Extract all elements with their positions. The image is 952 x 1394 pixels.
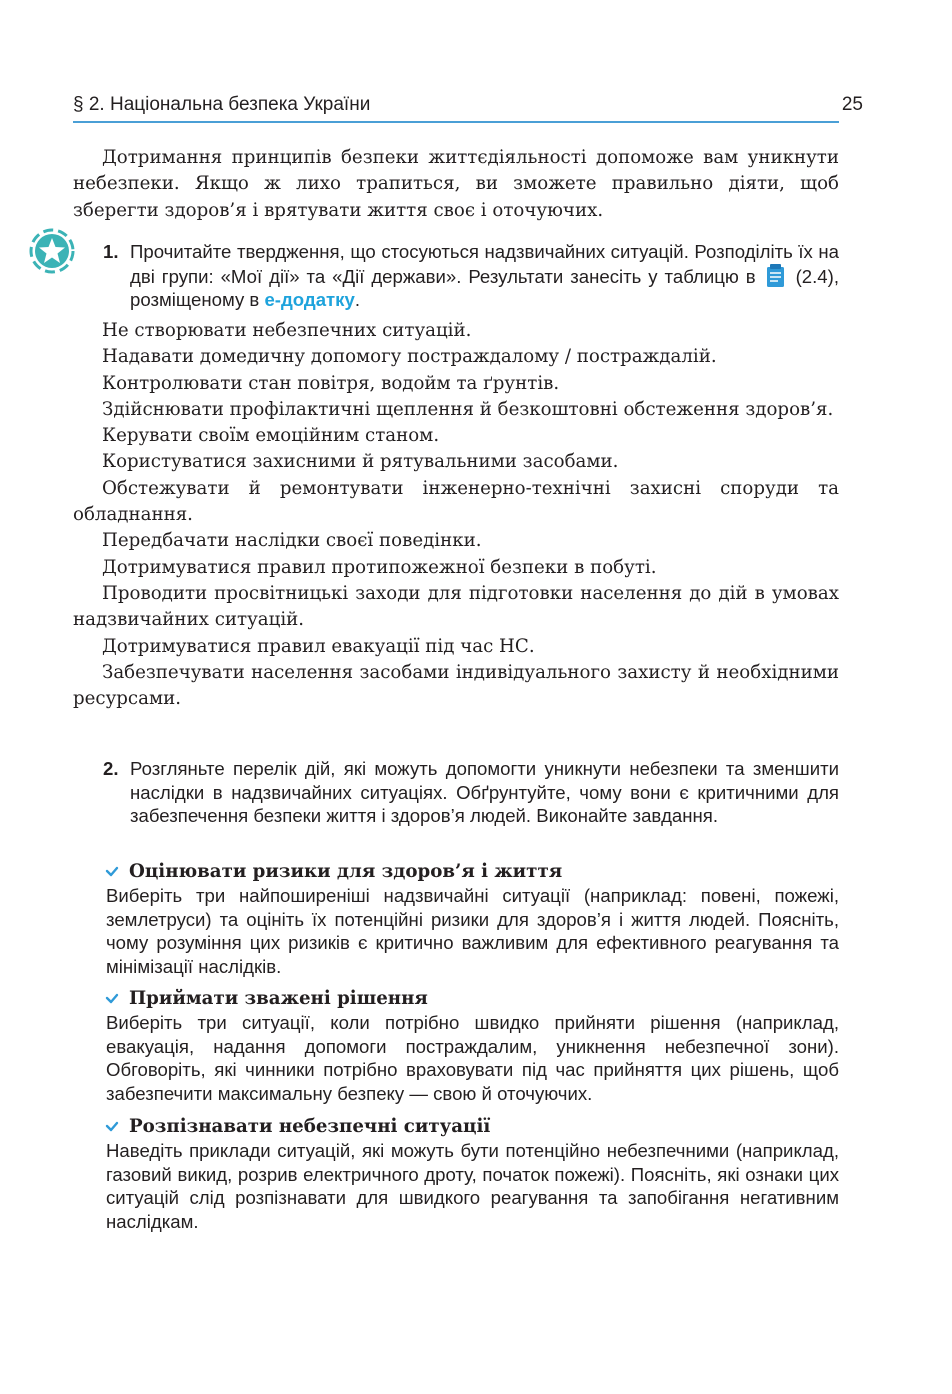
statement-item: Дотримуватися правил протипожежної безпеки в побуті.	[102, 556, 657, 578]
statement-item: Обстежувати й ремонтувати інженерно-технічні захисні споруди та обладнання.	[73, 477, 839, 526]
task-1-text-part: Прочитайте твердження, що стосуються надзвичайних ситуацій. Розподіліть їх на дві групи: «Мої дії» та «Дії держави». Результати занесіть у таблицю в	[130, 241, 839, 287]
statement-item: Проводити просвітницькі заходи для підготовки населення до дій в умовах надзвичайних ситуацій.	[73, 582, 839, 631]
subtask-heading	[105, 860, 839, 884]
task-number: 2.	[103, 758, 119, 779]
statement-item: Забезпечувати населення засобами індивідуального захисту й необхідними ресурсами.	[73, 661, 839, 710]
statement-item: Не створювати небезпечних ситуацій.	[102, 320, 472, 341]
section-title: § 2. Національна безпека України	[73, 94, 371, 115]
statement-item: Надавати домедичну допомогу постраждалому / постраждалій.	[102, 346, 717, 368]
running-head	[73, 94, 863, 124]
statement-item: Дотримуватися правил евакуації під час НС.	[102, 635, 535, 657]
subtask-heading	[105, 1115, 839, 1139]
subtask-heading	[105, 987, 839, 1011]
e-appendix-icon[interactable]	[766, 264, 786, 288]
check-icon	[105, 865, 119, 877]
task-2-text: Розгляньте перелік дій, які можуть допомогти уникнути небезпеки та зменшити наслідки в надзвичайних ситуаціях. Обґрунтуйте, чому вони є критичними для забезпечення безпеки життя і здоров’я людей. Виконайте завдання.	[130, 758, 839, 827]
task-1-period: .	[354, 289, 360, 311]
e-appendix-link[interactable]: е-додатку	[264, 289, 355, 311]
subtask-text: Наведіть приклади ситуацій, які можуть бути потенційно небезпечними (наприклад, газовий викид, розрив електричного дроту, початок пожежі). Поясніть, які ознаки цих ситуацій слід розпізнавати для швидкого реагування та запобігання негативним наслідкам.	[106, 1140, 839, 1232]
check-icon	[105, 992, 119, 1004]
subtask-heading-text: Оцінювати ризики для здоров’я і життя	[129, 861, 563, 882]
subtask-1	[106, 860, 839, 978]
subtask-3	[106, 1115, 839, 1233]
intro-paragraph: Дотримання принципів безпеки життєдіяльності допоможе вам уникнути небезпеки. Якщо ж лихо трапиться, ви зможете правильно діяти, щоб зберегти здоров’я і врятувати життя своє і оточуючих.	[73, 147, 839, 221]
check-icon	[105, 1120, 119, 1132]
task-1	[103, 240, 839, 312]
statement-item: Користуватися захисними й рятувальними засобами.	[102, 451, 619, 473]
header-rule	[73, 121, 839, 123]
task-1-text	[130, 240, 839, 312]
subtask-2	[106, 987, 839, 1105]
statement-item: Передбачати наслідки своєї поведінки.	[102, 530, 482, 552]
star-badge-icon	[28, 228, 76, 274]
subtask-text: Виберіть три найпоширеніші надзвичайні ситуації (наприклад: повені, пожежі, землетруси) та оцініть їх потенційні ризики для здоров’я і життя людей. Поясніть, чому розуміння цих ризиків є критично важливим для ефективного реагування та мінімізації наслідків.	[106, 885, 839, 977]
task-number: 1.	[103, 241, 119, 262]
statement-item: Контролювати стан повітря, водойм та ґрунтів.	[102, 372, 560, 394]
statements-list	[73, 318, 839, 712]
statement-item: Керувати своїм емоційним станом.	[102, 425, 440, 447]
page-number: 25	[841, 94, 863, 115]
subtask-text: Виберіть три ситуації, коли потрібно швидко прийняти рішення (наприклад, евакуація, надання допомоги постраждалим, уникнення небезпечної зони). Обговоріть, які чинники потрібно враховувати під час прийняття цих рішень, щоб забезпечити максимальну безпеку — свою й оточуючих.	[106, 1012, 839, 1104]
statement-item: Здійснювати профілактичні щеплення й безкоштовні обстеження здоров’я.	[102, 398, 834, 420]
subtask-heading-text: Приймати зважені рішення	[129, 988, 428, 1009]
task-2	[103, 757, 839, 828]
task-1-text-part: (2.4), розміщеному в	[130, 265, 839, 311]
subtask-heading-text: Розпізнавати небезпечні ситуації	[129, 1116, 491, 1137]
